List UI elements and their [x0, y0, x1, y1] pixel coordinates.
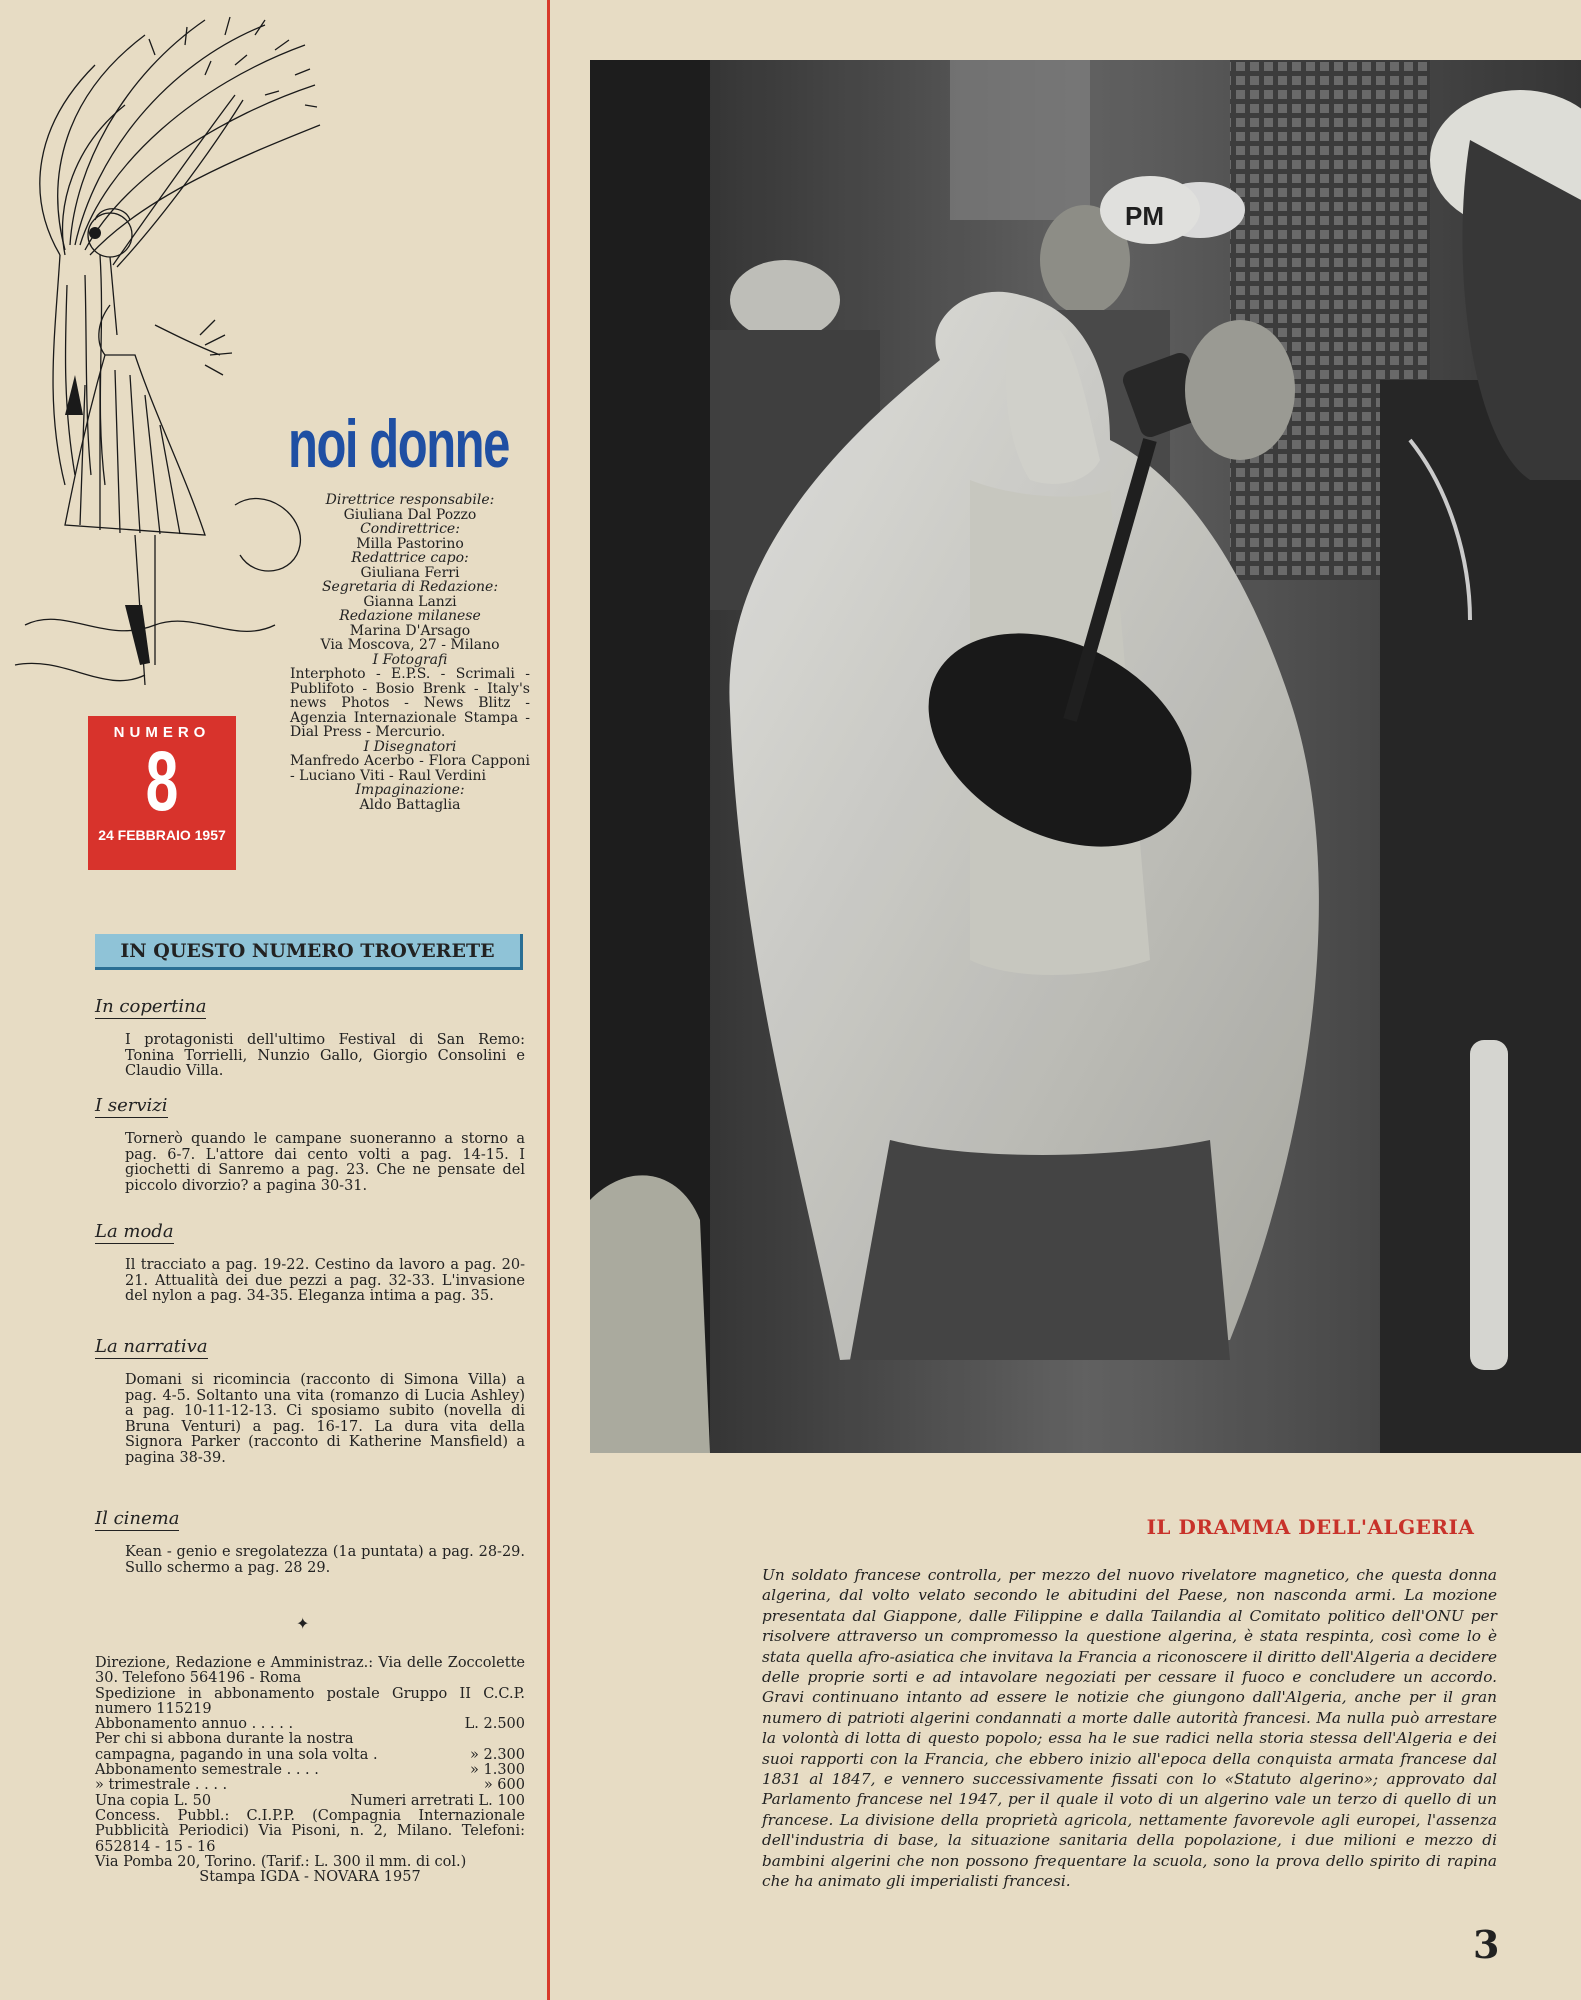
- credit-names: Manfredo Acerbo - Flora Capponi - Luciano Viti - Raul Verdini: [290, 753, 530, 784]
- magazine-title: noi donne: [288, 406, 509, 482]
- credit-role: Direttrice responsabile:: [325, 492, 495, 508]
- credit-role: Redazione milanese: [339, 608, 481, 624]
- subscription-price: L. 2.500: [464, 1716, 525, 1733]
- credit-names: Aldo Battaglia: [359, 796, 461, 813]
- printer-info: Stampa IGDA - NOVARA 1957: [199, 1869, 421, 1886]
- publisher-info: [95, 1656, 525, 1885]
- column-divider-rule: [547, 0, 550, 2000]
- woman-with-branches-illustration: [5, 5, 325, 705]
- turin-office: Via Pomba 20, Torino. (Tarif.: L. 300 il mm. di col.): [95, 1853, 467, 1870]
- editorial-credits: [290, 493, 530, 812]
- toc-heading: Il cinema: [95, 1508, 180, 1529]
- toc-text: Tornerò quando le campane suoneranno a storno a pag. 6-7. L'attore dai cento volti a pag. 14-15. I giochetti di Sanremo a pag. 23. Che ne pensate del piccolo divorzio? a pagina 30-31.: [125, 1131, 525, 1194]
- toc-heading: I servizi: [95, 1095, 168, 1116]
- contents-banner: IN QUESTO NUMERO TROVERETE: [95, 934, 523, 970]
- credit-names: Interphoto - E.P.S. - Scrimali - Publifoto - Bosio Brenk - Italy's news Photos - News Blitz - Agenzia Internazionale Stampa - Dial Press - Mercurio.: [290, 666, 530, 740]
- toc-heading: In copertina: [95, 996, 207, 1017]
- subscription-price: » 1.300: [470, 1762, 525, 1779]
- article-title: IL DRAMMA DELL'ALGERIA: [1146, 1515, 1475, 1539]
- toc-section: [95, 1221, 525, 1305]
- toc-text: I protagonisti dell'ultimo Festival di San Remo: Tonina Torrielli, Nunzio Gallo, Giorgio Consolini e Claudio Villa.: [125, 1032, 525, 1079]
- subscription-row: [95, 1732, 525, 1747]
- subscription-row: [95, 1763, 525, 1778]
- toc-section: [95, 1336, 525, 1466]
- credit-role: I Disegnatori: [363, 738, 457, 755]
- toc-section: [95, 996, 525, 1080]
- helmet-label: PM: [1125, 201, 1164, 231]
- credit-names: Marina D'Arsago Via Moscova, 27 - Milano: [320, 622, 500, 653]
- credit-role: Redattrice capo:: [351, 550, 469, 566]
- subscription-price: » 600: [483, 1777, 525, 1794]
- credit-names: Milla Pastorino: [356, 535, 464, 552]
- issue-number: 8: [145, 734, 179, 828]
- subscription-label: Abbonamento semestrale . . . .: [95, 1762, 319, 1779]
- subscription-row: [95, 1717, 525, 1732]
- toc-text: Domani si ricomincia (racconto di Simona Villa) a pag. 4-5. Soltanto una vita (romanzo di Lucia Ashley) a pag. 10-11-12-13. Ci sposiamo subito (novella di Bruna Venturi) a pag. 16-17. La dura vita della Signora Parker (racconto di Katherine Mansfield) a pagina 38-39.: [125, 1372, 525, 1466]
- toc-heading: La moda: [95, 1221, 174, 1242]
- credit-role: Condirettrice:: [360, 521, 460, 537]
- credit-names: Giuliana Dal Pozzo: [343, 506, 477, 523]
- credit-role: Segretaria di Redazione:: [321, 579, 499, 595]
- algeria-photograph: [590, 60, 1581, 1453]
- toc-section: [95, 1095, 525, 1194]
- back-issues-price: Numeri arretrati L. 100: [350, 1792, 525, 1809]
- toc-section: [95, 1508, 525, 1576]
- credit-names: Gianna Lanzi: [363, 593, 457, 610]
- subscription-row: [95, 1778, 525, 1793]
- issue-badge: [88, 716, 236, 870]
- credit-names: Giuliana Ferri: [360, 564, 460, 581]
- subscription-label: » trimestrale . . . .: [95, 1777, 228, 1794]
- postal-info: Spedizione in abbonamento postale Gruppo II C.C.P. numero 115219: [95, 1685, 525, 1717]
- subscription-label: Per chi si abbona durante la nostra: [95, 1731, 354, 1748]
- subscription-label: Abbonamento annuo . . . . .: [95, 1716, 294, 1733]
- advertising-info: Concess. Pubbl.: C.I.P.P. (Compagnia Internazionale Pubblicità Periodici) Via Pisoni, n. 2, Milano. Telefoni: 652814 - 15 - 16: [95, 1807, 525, 1855]
- toc-text: Il tracciato a pag. 19-22. Cestino da lavoro a pag. 20-21. Attualità dei due pezzi a pag. 32-33. L'invasione del nylon a pag. 34-35. Eleganza intima a pag. 35.: [125, 1257, 525, 1304]
- page-number: 3: [1473, 1922, 1500, 1967]
- star-ornament: ✦: [296, 1614, 310, 1633]
- subscription-price: » 2.300: [470, 1746, 525, 1763]
- copy-price: Una copia L. 50: [95, 1792, 212, 1809]
- credit-role: I Fotografi: [372, 651, 448, 668]
- subscription-label: campagna, pagando in una sola volta .: [95, 1746, 378, 1763]
- subscription-row: [95, 1748, 525, 1763]
- toc-heading: La narrativa: [95, 1336, 208, 1357]
- credit-role: Impaginazione:: [355, 782, 465, 798]
- issue-date: 24 FEBBRAIO 1957: [98, 827, 226, 843]
- admin-address: Direzione, Redazione e Amministraz.: Via delle Zoccolette 30. Telefono 564196 - Roma: [95, 1655, 525, 1687]
- issue-label: NUMERO: [113, 724, 211, 741]
- toc-text: Kean - genio e sregolatezza (1a puntata) a pag. 28-29. Sullo schermo a pag. 28 29.: [125, 1544, 525, 1576]
- price-row: [95, 1794, 525, 1809]
- article-body: Un soldato francese controlla, per mezzo del nuovo rivelatore magnetico, che questa donna algerina, dal volto velato secondo le abitudini del Paese, non nasconda armi. La mozione presentata dal Giappone, dalle Filippine e dalla Tailandia al Comitato politico dell'ONU per risolvere attraverso un compromesso la questione algerina, è stata respinta, così come lo è stata quella afro-asiatica che invitava la Francia a riconoscere il diritto dell'Algeria a decidere delle proprie sorti e ad intavolare negoziati per cessare il fuoco e concludere un accordo. Gravi continuano intanto ad essere le notizie che giungono dall'Algeria, anche per il gran numero di patrioti algerini condannati a morte dalle autorità francesi. Ma nulla può arrestare la volontà di lotta di questo popolo; essa ha le sue radici nella storia stessa dell'Algeria e dei suoi rapporti con la Francia, che ebbero inizio all'epoca della conquista armata francese dal 1831 al 1847, e vennero successivamente fissati con lo «Statuto algerino»; approvato dal Parlamento francese nel 1947, per il quale il voto di un algerino vale un terzo di quello di un francese. La divisione della proprietà agricola, nettamente favorevole agli europei, l'assenza dell'industria di base, la situazione sanitaria della popolazione, i due milioni e mezzo di bambini algerini che non possono frequentare la scuola, sono la prova dello spirito di rapina che ha animato gli imperialisti francesi.: [762, 1566, 1497, 1891]
